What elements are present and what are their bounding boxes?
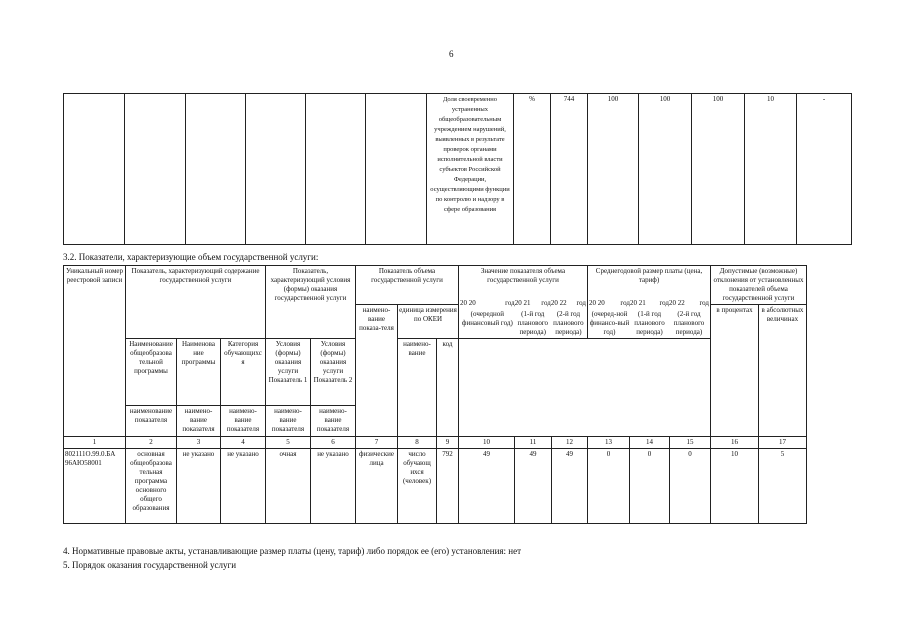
year-2020 xyxy=(460,299,515,308)
cell-unit-name: число обучающ ихся (человек) xyxy=(398,449,437,524)
column-number: 1 xyxy=(64,437,126,449)
table-cell xyxy=(125,94,186,245)
column-number: 17 xyxy=(759,437,807,449)
cell-registry: 802111О.99.0.БА 96АЮ58001 xyxy=(64,449,126,524)
year-2022 xyxy=(551,299,586,308)
fee-fy-label: (очеред-ной финансо-вый год) xyxy=(589,310,630,336)
header-c1: Наименование общеобразова тельной программы xyxy=(126,339,177,406)
header-unit-code: код xyxy=(437,339,459,437)
volume-indicator-table xyxy=(63,265,807,524)
cell-v2020: 49 xyxy=(459,449,515,524)
header-c4: Условия (формы) оказания услуги Показатель 1 xyxy=(266,339,311,406)
header-in-abs: в абсолютных величинах xyxy=(759,305,807,437)
fee-year-2020 xyxy=(589,299,630,308)
cell-vol-name: физические лица xyxy=(356,449,398,524)
fee-year-2022 xyxy=(669,299,709,308)
column-number: 10 xyxy=(459,437,515,449)
header-unit-name: наимено-вание xyxy=(398,339,437,437)
value-2020: 100 xyxy=(588,94,639,245)
column-number: 16 xyxy=(711,437,759,449)
header-name-ind: наимено-вание показателя xyxy=(221,406,266,437)
year-label: 20 22 xyxy=(669,299,685,307)
header-volume: Показатель объема государственной услуги xyxy=(356,266,459,305)
cell-name: не указано xyxy=(177,449,221,524)
header-name-ind: наимено-вание показателя xyxy=(177,406,221,437)
column-number: 12 xyxy=(552,437,588,449)
column-number: 4 xyxy=(221,437,266,449)
tolerance-pct: 10 xyxy=(745,94,797,245)
year-2021 xyxy=(515,299,551,308)
header-vol-name: наимено-вание показа-теля xyxy=(356,305,398,437)
header-blank xyxy=(459,339,711,437)
table-cell xyxy=(366,94,427,245)
column-number: 7 xyxy=(356,437,398,449)
column-number: 6 xyxy=(311,437,356,449)
header-unit-okei: единица измерения по ОКЕИ xyxy=(398,305,459,339)
table-row xyxy=(64,449,807,524)
header-fee xyxy=(588,266,711,339)
header-conditions: Показатель, характеризующий условия (формы) оказания государственной услуги xyxy=(266,266,356,339)
year-suffix: год xyxy=(620,299,630,307)
fee-p1-label: (1-й год планового периода) xyxy=(634,310,665,336)
p2-label: (2-й год планового периода) xyxy=(553,310,584,336)
column-number-row xyxy=(64,437,807,449)
footer-item-4: 4. Нормативные правовые акты, устанавливающие размер платы (цену, тариф) либо порядок ее (его) установления: нет xyxy=(63,546,522,556)
year-label: 20 20 xyxy=(589,299,605,307)
column-number: 15 xyxy=(670,437,711,449)
fee-p2-label: (2-й год планового периода) xyxy=(673,310,705,336)
table-cell xyxy=(186,94,246,245)
header-value-title: Значение показателя объема государственной услуги xyxy=(480,267,566,284)
header-c2: Наименова ние программы xyxy=(177,339,221,406)
year-suffix: год xyxy=(541,299,551,307)
cell-program: основная общеобразова тельная программа основного общего образования xyxy=(126,449,177,524)
column-number: 9 xyxy=(437,437,459,449)
table-header-row xyxy=(64,266,807,305)
header-c3: Категория обучающихс я xyxy=(221,339,266,406)
header-c5: Условия (формы) оказания услуги Показатель 2 xyxy=(311,339,356,406)
value-2022: 100 xyxy=(692,94,745,245)
year-suffix: год xyxy=(576,299,586,307)
cell-form: очная xyxy=(266,449,311,524)
column-number: 3 xyxy=(177,437,221,449)
year-label: 20 20 xyxy=(460,299,476,307)
header-name-ind: наимено-вание показателя xyxy=(311,406,356,437)
fy-label: (очередной финансовый год) xyxy=(461,310,513,327)
fee-year-2021 xyxy=(630,299,669,308)
cell-v2022: 49 xyxy=(552,449,588,524)
header-tolerance: Допустимые (возможные) отклонения от установленных показателей объема государственной услуги xyxy=(711,266,807,305)
header-name-ind: наимено-вание показателя xyxy=(266,406,311,437)
column-number: 11 xyxy=(515,437,552,449)
cell-f2021: 0 xyxy=(630,449,670,524)
column-number: 2 xyxy=(126,437,177,449)
year-suffix: год xyxy=(659,299,669,307)
table-row xyxy=(64,94,852,245)
column-number: 13 xyxy=(588,437,630,449)
column-number: 14 xyxy=(630,437,670,449)
header-fee-title: Среднегодовой размер платы (цена, тариф) xyxy=(595,267,703,284)
header-registry: Уникальный номер реестровой записи xyxy=(64,266,126,437)
cell-tol-pct: 10 xyxy=(711,449,759,524)
table-header-row xyxy=(64,339,807,406)
column-number: 5 xyxy=(266,437,311,449)
table-cell xyxy=(64,94,125,245)
header-value xyxy=(459,266,588,339)
year-label: 20 21 xyxy=(629,299,646,307)
p1-label: (1-й год планового периода) xyxy=(517,310,549,336)
column-number: 8 xyxy=(398,437,437,449)
unit: % xyxy=(514,94,551,245)
indicator-name: Доля своевременно устраненных общеобразовательным учреждением нарушений, выявленных в результате проверок органами исполнительной власти субъектов Российской Федерации, осуществляющими функции по контролю и надзору в сфере образования xyxy=(427,94,514,245)
table-cell xyxy=(246,94,306,245)
okei-code: 744 xyxy=(551,94,588,245)
year-suffix: год xyxy=(699,299,709,307)
header-in-pct: в процентах xyxy=(711,305,759,437)
section-heading: 3.2. Показатели, характеризующие объем государственной услуги: xyxy=(63,252,319,262)
cell-f2020: 0 xyxy=(588,449,630,524)
tolerance-abs: - xyxy=(797,94,852,245)
cell-cond2: не указано xyxy=(311,449,356,524)
cell-code: 792 xyxy=(437,449,459,524)
footer-item-5: 5. Порядок оказания государственной услуги xyxy=(63,560,237,570)
header-name-ind: наименование показателя xyxy=(126,406,177,437)
year-label: 20 22 xyxy=(550,299,567,307)
cell-category: не указано xyxy=(221,449,266,524)
page-number: 6 xyxy=(449,49,454,59)
cell-tol-abs: 5 xyxy=(759,449,807,524)
quality-indicator-table xyxy=(63,93,852,245)
year-suffix: год xyxy=(505,299,515,307)
value-2021: 100 xyxy=(639,94,692,245)
cell-v2021: 49 xyxy=(515,449,552,524)
table-cell xyxy=(306,94,366,245)
year-label: 20 21 xyxy=(514,299,531,307)
cell-f2022: 0 xyxy=(670,449,711,524)
header-content: Показатель, характеризующий содержание государственной услуги xyxy=(126,266,266,339)
